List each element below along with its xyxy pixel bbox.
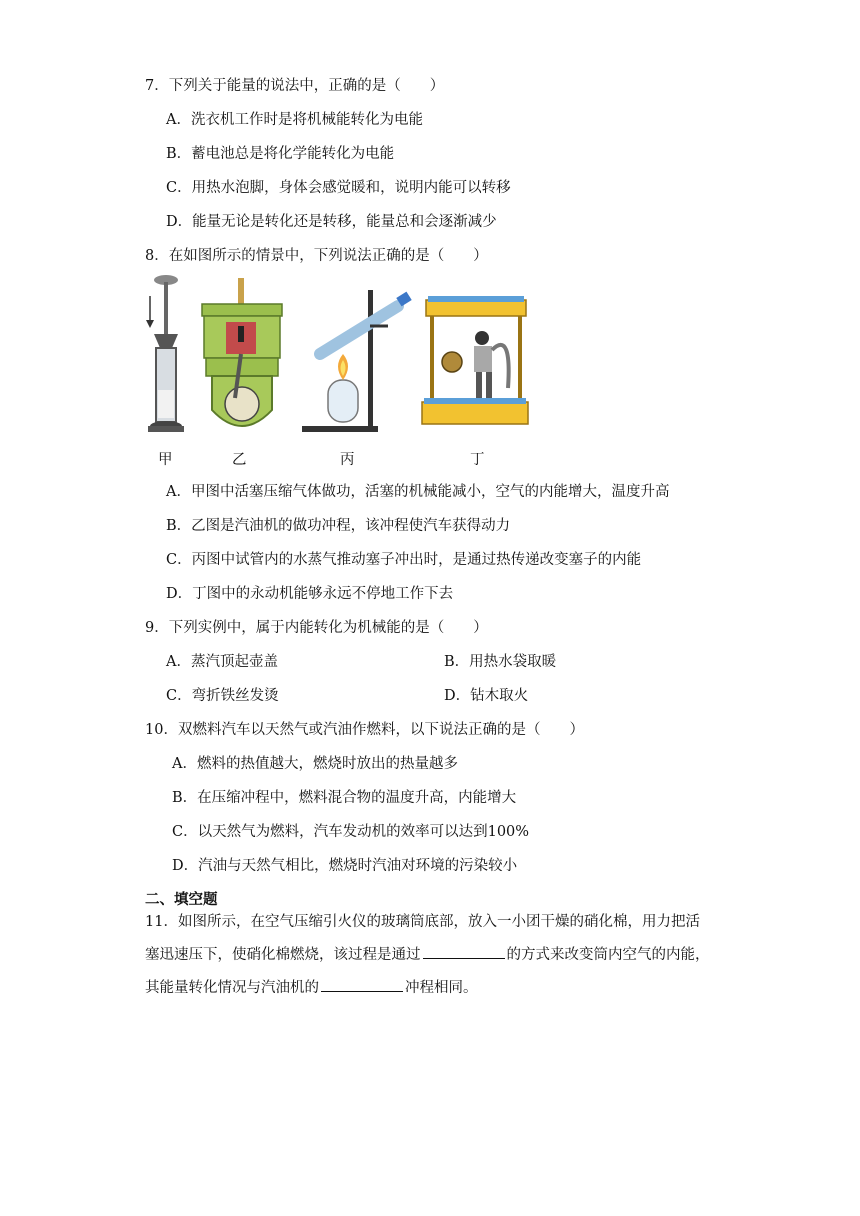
q10-option-b: B．在压缩冲程中，燃料混合物的温度升高，内能增大 [172,790,517,806]
q7-option-a: A．洗衣机工作时是将机械能转化为电能 [166,112,423,128]
q11-line3 [145,976,478,997]
q8-option-a: A．甲图中活塞压缩气体做功，活塞的机械能减小，空气的内能增大，温度升高 [166,484,670,500]
section-heading: 二、填空题 [145,891,218,908]
q9-option-b: B．用热水袋取暖 [444,654,557,670]
q10-stem: 10．双燃料汽车以天然气或汽油作燃料，以下说法正确的是（ ） [145,722,584,738]
fig-bing-test-tube [302,290,412,432]
q11-line2 [145,943,710,964]
fig-label-jia: 甲 [158,452,173,468]
q10-option-d: D．汽油与天然气相比，燃烧时汽油对环境的污染较小 [172,858,518,874]
fig-label-yi: 乙 [232,452,247,468]
q7-option-c: C．用热水泡脚，身体会感觉暖和，说明内能可以转移 [166,180,511,196]
q9-option-a: A．蒸汽顶起壶盖 [166,654,278,670]
q7-stem: 7．下列关于能量的说法中，正确的是（ ） [145,78,445,94]
fig-ding-perpetual-machine [422,296,528,424]
q8-stem: 8．在如图所示的情景中，下列说法正确的是（ ） [145,248,488,264]
q11-line2-text-b: 的方式来改变筒内空气的内能， [506,947,710,963]
q9-option-c: C．弯折铁丝发烫 [166,688,279,704]
q8-option-d: D．丁图中的永动机能够永远不停地工作下去 [166,586,454,602]
q9-option-d: D．钻木取火 [444,688,529,704]
fig-label-ding: 丁 [470,452,485,468]
q8-figures [140,270,540,470]
q7-option-d: D．能量无论是转化还是转移，能量总和会逐渐减少 [166,214,497,230]
q11-line3-text-b: 冲程相同。 [405,980,478,996]
q9-stem: 9．下列实例中，属于内能转化为机械能的是（ ） [145,620,488,636]
fig-jia-igniter [146,275,184,432]
q8-option-b: B．乙图是汽油机的做功冲程，该冲程使汽车获得动力 [166,518,511,534]
q7-option-b: B．蓄电池总是将化学能转化为电能 [166,146,395,162]
q11-line3-text-a: 其能量转化情况与汽油机的 [145,980,319,996]
q11-blank-2[interactable] [321,977,403,992]
fig-label-bing: 丙 [340,452,355,468]
fig-yi-engine [202,278,282,426]
q11-line2-text-a: 塞迅速压下，使硝化棉燃烧，该过程是通过 [145,947,421,963]
q11-line1: 11．如图所示，在空气压缩引火仪的玻璃筒底部，放入一小团干燥的硝化棉，用力把活 [145,914,700,930]
q10-option-c: C．以天然气为燃料，汽车发动机的效率可以达到100% [172,824,530,840]
q8-option-c: C．丙图中试管内的水蒸气推动塞子冲出时，是通过热传递改变塞子的内能 [166,552,642,568]
q10-option-a: A．燃料的热值越大，燃烧时放出的热量越多 [172,756,458,772]
q11-blank-1[interactable] [423,944,505,959]
